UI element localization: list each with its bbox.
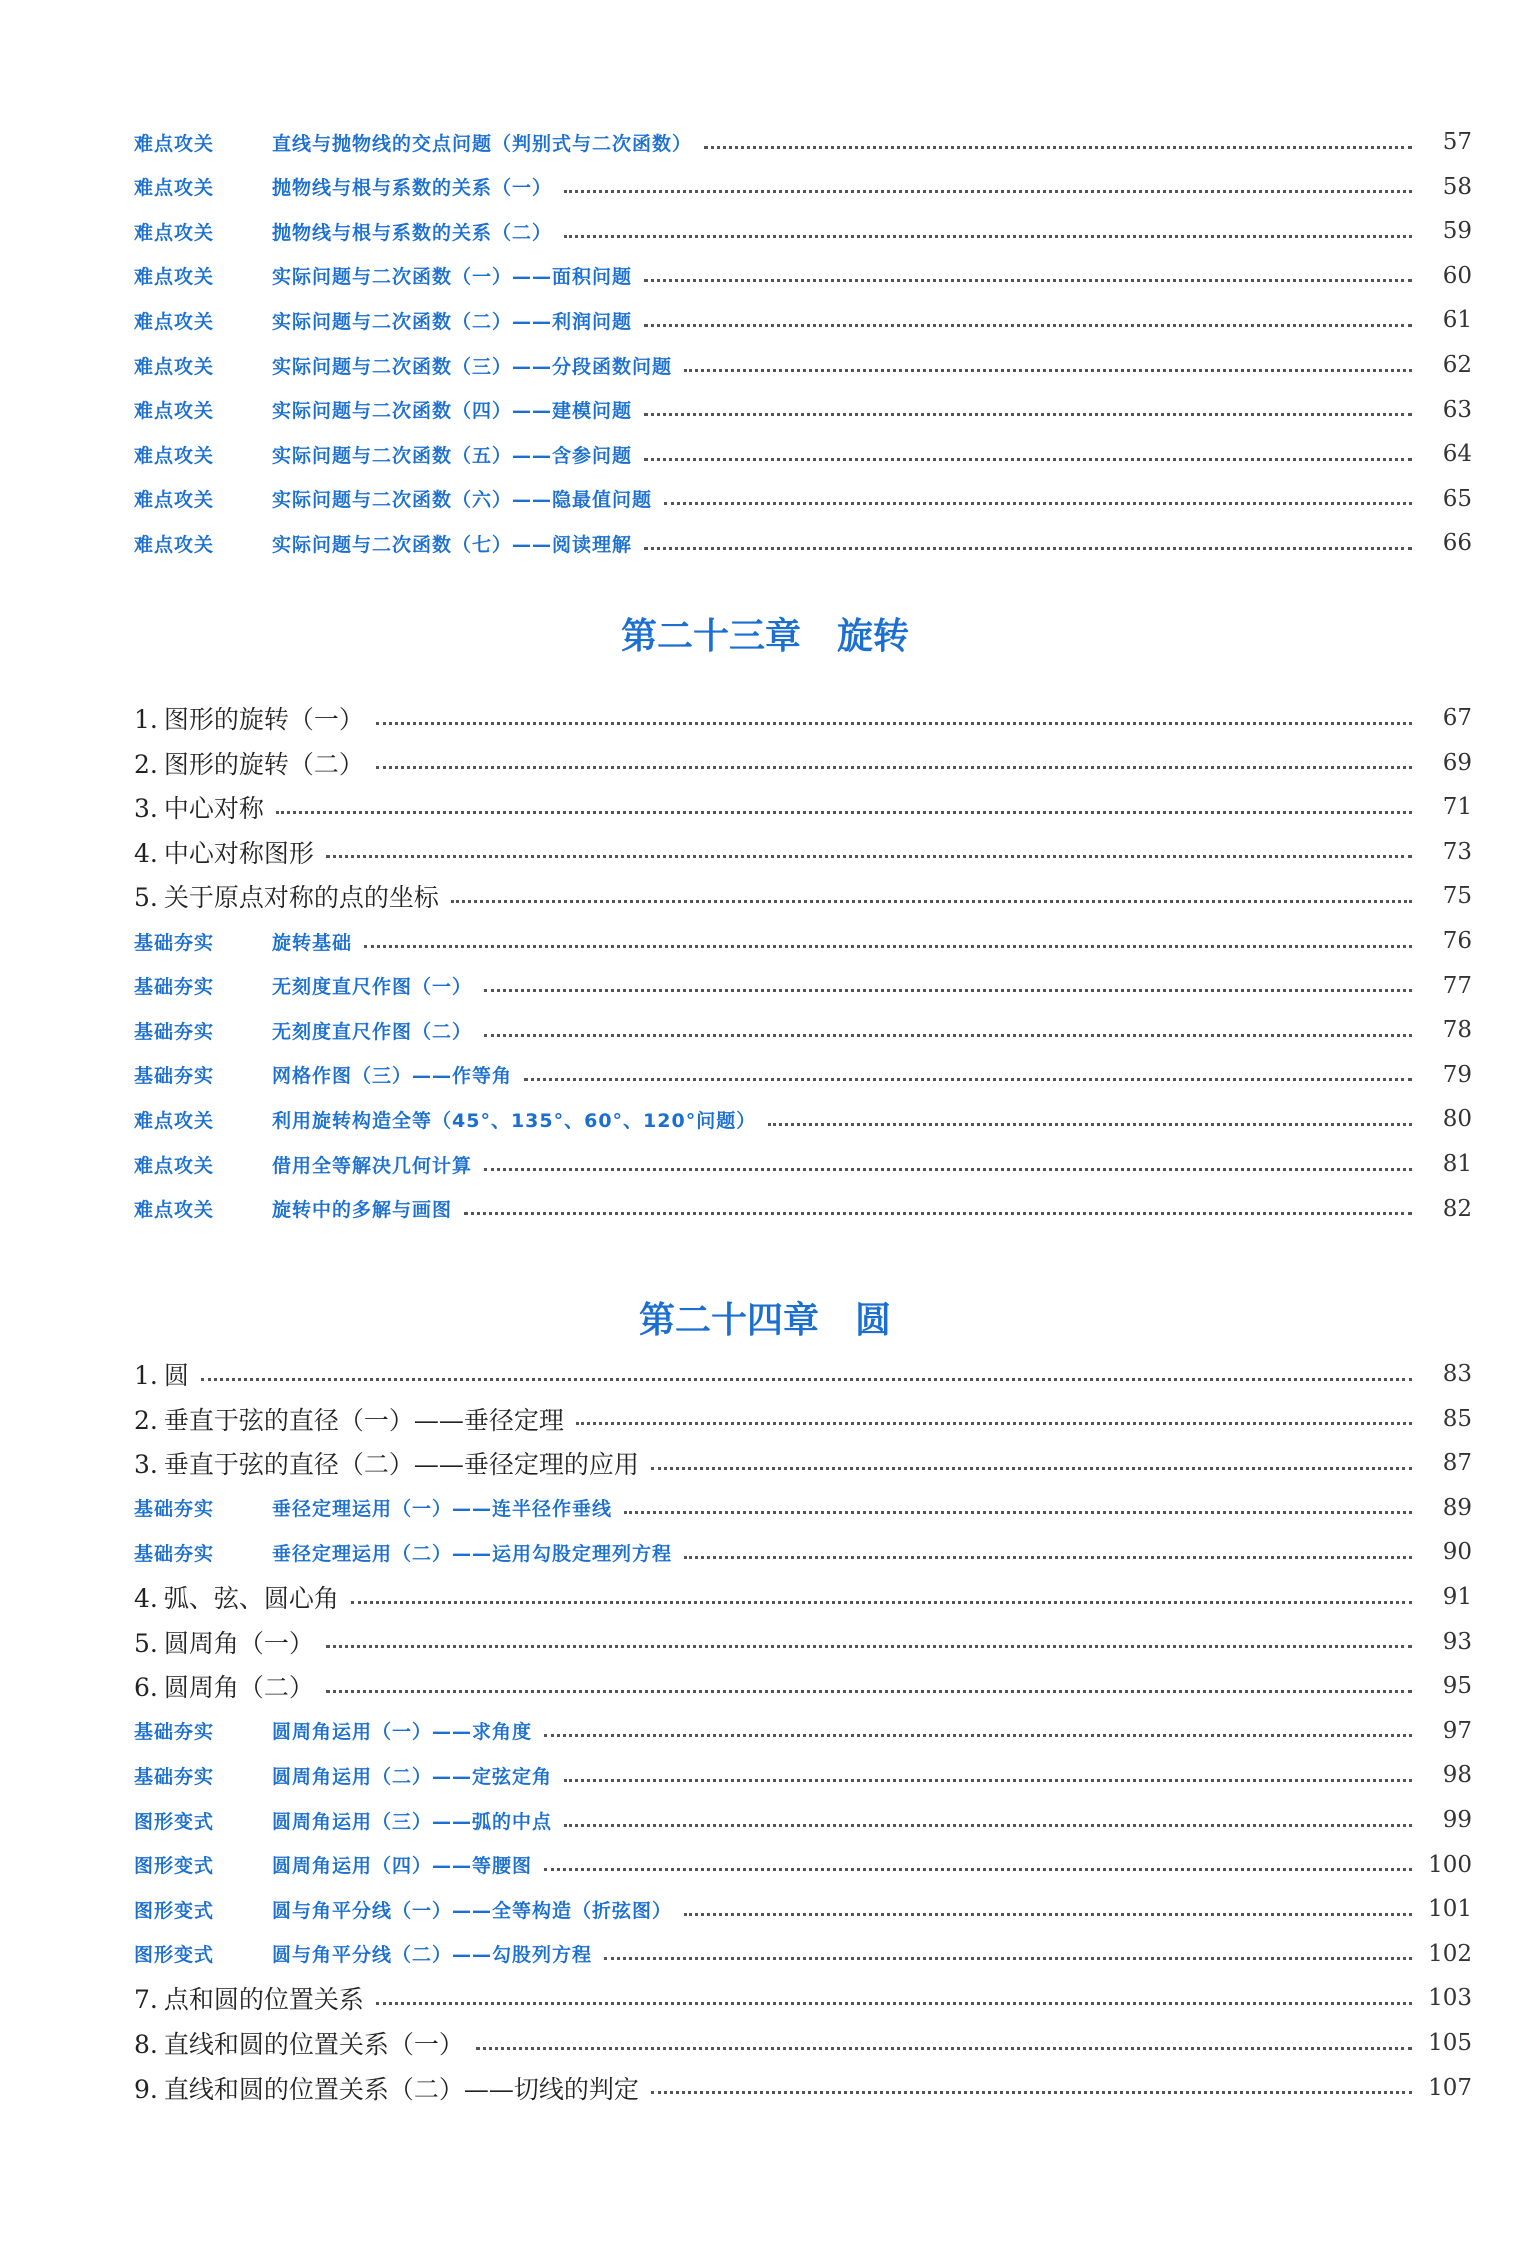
entry-title: 圆周角（二）: [163, 1673, 314, 1703]
entry-title: 实际问题与二次函数（四）——建模问题: [272, 400, 633, 423]
entry-title: 弧、弦、圆心角: [163, 1584, 339, 1613]
entry-number: 7.: [134, 1985, 158, 2015]
dot-leader: [351, 1601, 1412, 1604]
entry-number: 2.: [134, 749, 158, 779]
dot-leader: [484, 1034, 1412, 1037]
entry-page-number: 75: [1442, 883, 1472, 910]
entry-title-group: [134, 789, 264, 825]
entry-title-group: [134, 1579, 339, 1615]
dot-leader: [326, 1690, 1412, 1693]
entry-page-number: 62: [1442, 352, 1472, 378]
entry-title: 实际问题与二次函数（五）——含参问题: [272, 444, 633, 467]
entry-title: 垂径定理运用（二）——运用勾股定理列方程: [272, 1542, 673, 1565]
entry-title: 利用旋转构造全等（45°、135°、60°、120°问题）: [272, 1109, 757, 1132]
entry-page-number: 97: [1442, 1717, 1472, 1744]
entry-title: 圆周角运用（一）——求角度: [272, 1721, 533, 1744]
entry-title: 中心对称: [163, 794, 264, 824]
entry-page-number: 89: [1442, 1494, 1472, 1521]
dot-leader: [651, 2091, 1412, 2094]
toc-entry[interactable]: [134, 1486, 1472, 1530]
dot-leader: [576, 1422, 1412, 1425]
entry-category-tag: 图形变式: [134, 1899, 215, 1922]
entry-page-number: 80: [1442, 1106, 1472, 1133]
dot-leader: [476, 2047, 1412, 2050]
dot-leader: [644, 547, 1412, 550]
toc-entry[interactable]: [134, 254, 1472, 298]
entry-category-tag: 难点攻关: [134, 266, 215, 289]
entry-page-number: 58: [1442, 173, 1472, 200]
entry-title-group: [134, 1401, 564, 1437]
entry-page-number: 87: [1442, 1450, 1472, 1477]
entry-page-number: 90: [1442, 1539, 1472, 1566]
entry-title: 圆与角平分线（一）——全等构造（折弦图）: [272, 1899, 673, 1922]
entry-title: 直线与抛物线的交点问题（判别式与二次函数）: [272, 132, 693, 155]
toc-entry[interactable]: [134, 1053, 1472, 1097]
entry-category-tag: 难点攻关: [134, 1199, 215, 1222]
toc-entry[interactable]: [134, 1709, 1472, 1753]
entry-title-group: [134, 1017, 472, 1044]
entry-page-number: 103: [1428, 1985, 1472, 2012]
entry-number: 3.: [134, 1450, 158, 1480]
dot-leader: [484, 1168, 1412, 1171]
chapter-name: 圆: [855, 1300, 892, 1341]
entry-category-tag: 难点攻关: [134, 489, 215, 512]
entry-page-number: 99: [1442, 1807, 1472, 1833]
entry-page-number: 65: [1442, 485, 1472, 512]
entry-number: 6.: [134, 1673, 158, 1703]
entry-number: 4.: [134, 1584, 158, 1613]
entry-title: 圆周角（一）: [163, 1628, 314, 1658]
entry-category-tag: 基础夯实: [134, 931, 215, 954]
entry-number: 2.: [134, 1405, 158, 1435]
entry-title-group: [134, 1717, 532, 1744]
entry-page-number: 95: [1442, 1673, 1472, 1700]
dot-leader: [768, 1123, 1412, 1126]
entry-title-group: [134, 530, 632, 557]
entry-title: 直线和圆的位置关系（一）: [163, 2030, 464, 2059]
entry-page-number: 57: [1442, 129, 1472, 155]
entry-title-group: [134, 173, 552, 200]
entry-title-group: [134, 262, 632, 289]
dot-leader: [564, 1779, 1412, 1782]
toc-entry[interactable]: [134, 1352, 1472, 1396]
dot-leader: [624, 1511, 1412, 1514]
entry-number: 3.: [134, 794, 158, 824]
entry-category-tag: 难点攻关: [134, 533, 215, 556]
dot-leader: [604, 1957, 1412, 1960]
dot-leader: [644, 458, 1412, 461]
toc-entry[interactable]: [134, 1575, 1472, 1619]
entry-title-group: [134, 441, 632, 468]
entry-title-group: [134, 307, 632, 334]
toc-entry[interactable]: [134, 343, 1472, 387]
chapter-heading: [0, 608, 1530, 659]
entry-title-group: [134, 129, 692, 156]
dot-leader: [484, 989, 1412, 992]
dot-leader: [376, 722, 1412, 725]
toc-entry[interactable]: [134, 874, 1472, 918]
entry-category-tag: 基础夯实: [134, 1721, 215, 1744]
toc-entry[interactable]: [134, 1620, 1472, 1664]
entry-page-number: 85: [1442, 1405, 1472, 1432]
entry-title-group: [134, 1151, 472, 1178]
dot-leader: [684, 1913, 1412, 1916]
entry-title-group: [134, 1980, 364, 2016]
toc-entry[interactable]: [134, 741, 1472, 785]
toc-entry[interactable]: [134, 477, 1472, 521]
toc-entry[interactable]: [134, 298, 1472, 342]
entry-page-number: 107: [1428, 2074, 1472, 2101]
entry-title-group: [134, 1668, 314, 1704]
entry-title: 圆周角运用（三）——弧的中点: [272, 1810, 553, 1833]
toc-entry[interactable]: [134, 1664, 1472, 1708]
entry-title: 圆与角平分线（二）——勾股列方程: [272, 1944, 593, 1967]
chapter-heading: [0, 1292, 1530, 1343]
chapter-number: 第二十三章: [620, 616, 801, 657]
dot-leader: [684, 1556, 1412, 1559]
entry-title: 垂直于弦的直径（一）——垂径定理: [163, 1405, 564, 1435]
entry-page-number: 77: [1442, 972, 1472, 999]
dot-leader: [644, 279, 1412, 282]
entry-title: 圆: [163, 1361, 189, 1390]
dot-leader: [704, 146, 1412, 149]
entry-title: 旋转基础: [272, 931, 353, 954]
entry-page-number: 100: [1428, 1851, 1472, 1878]
entry-page-number: 79: [1442, 1061, 1472, 1088]
entry-page-number: 71: [1442, 794, 1472, 821]
entry-title-group: [134, 1106, 756, 1133]
entry-title: 无刻度直尺作图（一）: [272, 976, 473, 999]
entry-page-number: 83: [1442, 1361, 1472, 1387]
entry-number: 8.: [134, 2030, 158, 2059]
entry-title: 实际问题与二次函数（七）——阅读理解: [272, 533, 633, 556]
chapter-name: 旋转: [837, 616, 910, 657]
entry-category-tag: 基础夯实: [134, 1765, 215, 1788]
entry-title: 垂径定理运用（一）——连半径作垂线: [272, 1498, 613, 1521]
toc-entry[interactable]: [134, 1887, 1472, 1931]
entry-category-tag: 难点攻关: [134, 355, 215, 378]
dot-leader: [664, 502, 1412, 505]
entry-title: 抛物线与根与系数的关系（二）: [272, 221, 553, 244]
entry-page-number: 98: [1442, 1762, 1472, 1789]
entry-title-group: [134, 1851, 532, 1878]
entry-title: 中心对称图形: [163, 838, 314, 868]
dot-leader: [376, 2002, 1412, 2005]
entry-category-tag: 基础夯实: [134, 1020, 215, 1043]
entry-category-tag: 难点攻关: [134, 400, 215, 423]
entry-title-group: [134, 396, 632, 423]
dot-leader: [651, 1467, 1412, 1470]
entry-title-group: [134, 700, 364, 736]
entry-title: 直线和圆的位置关系（二）——切线的判定: [163, 2074, 639, 2104]
toc-entry[interactable]: [134, 2021, 1472, 2065]
entry-title-group: [134, 1445, 639, 1481]
entry-title-group: [134, 218, 552, 245]
entry-page-number: 76: [1442, 928, 1472, 954]
toc-entry[interactable]: [134, 209, 1472, 253]
entry-title-group: [134, 1539, 672, 1566]
entry-title: 实际问题与二次函数（二）——利润问题: [272, 310, 633, 333]
toc-entry[interactable]: [134, 830, 1472, 874]
entry-title-group: [134, 928, 352, 955]
chapter-number: 第二十四章: [638, 1300, 819, 1341]
entry-title-group: [134, 972, 472, 999]
entry-title-group: [134, 485, 652, 512]
entry-category-tag: 基础夯实: [134, 1542, 215, 1565]
toc-entry[interactable]: [134, 785, 1472, 829]
entry-title-group: [134, 1494, 612, 1521]
toc-entry[interactable]: [134, 2066, 1472, 2110]
entry-number: 4.: [134, 838, 158, 868]
dot-leader: [564, 235, 1412, 238]
entry-title: 实际问题与二次函数（三）——分段函数问题: [272, 355, 673, 378]
dot-leader: [544, 1868, 1412, 1871]
entry-category-tag: 难点攻关: [134, 1109, 215, 1132]
toc-entry[interactable]: [134, 1097, 1472, 1141]
dot-leader: [464, 1212, 1412, 1215]
entry-number: 5.: [134, 883, 158, 913]
entry-page-number: 78: [1442, 1017, 1472, 1044]
entry-title: 实际问题与二次函数（一）——面积问题: [272, 266, 633, 289]
entry-category-tag: 难点攻关: [134, 221, 215, 244]
toc-entry[interactable]: [134, 1008, 1472, 1052]
entry-category-tag: 图形变式: [134, 1855, 215, 1878]
toc-entry[interactable]: [134, 432, 1472, 476]
toc-entry[interactable]: [134, 120, 1472, 164]
dot-leader: [524, 1078, 1412, 1081]
entry-category-tag: 图形变式: [134, 1810, 215, 1833]
toc-entry[interactable]: [134, 1187, 1472, 1231]
entry-page-number: 59: [1442, 218, 1472, 245]
entry-title: 无刻度直尺作图（二）: [272, 1020, 473, 1043]
dot-leader: [276, 811, 1412, 814]
dot-leader: [364, 945, 1412, 948]
entry-title-group: [134, 878, 439, 914]
entry-title-group: [134, 1624, 314, 1660]
entry-number: 1.: [134, 705, 158, 734]
entry-title: 抛物线与根与系数的关系（一）: [272, 177, 553, 200]
entry-title: 实际问题与二次函数（六）——隐最值问题: [272, 489, 653, 512]
toc-entry[interactable]: [134, 1397, 1472, 1441]
entry-category-tag: 基础夯实: [134, 976, 215, 999]
entry-category-tag: 基础夯实: [134, 1498, 215, 1521]
entry-title: 借用全等解决几何计算: [272, 1154, 473, 1177]
dot-leader: [201, 1378, 1412, 1381]
entry-title: 圆周角运用（二）——定弦定角: [272, 1765, 553, 1788]
entry-page-number: 66: [1442, 530, 1472, 557]
entry-category-tag: 难点攻关: [134, 1154, 215, 1177]
entry-page-number: 73: [1442, 838, 1472, 865]
dot-leader: [326, 1645, 1412, 1648]
entry-number: 1.: [134, 1361, 158, 1390]
dot-leader: [376, 766, 1412, 769]
dot-leader: [564, 1824, 1412, 1827]
entry-title-group: [134, 1807, 552, 1834]
dot-leader: [544, 1734, 1412, 1737]
toc-entry[interactable]: [134, 388, 1472, 432]
entry-page-number: 81: [1442, 1151, 1472, 1177]
entry-title-group: [134, 2025, 464, 2061]
entry-title-group: [134, 745, 364, 781]
dot-leader: [684, 369, 1412, 372]
entry-page-number: 61: [1442, 307, 1472, 334]
toc-entry[interactable]: [134, 1843, 1472, 1887]
toc-entry[interactable]: [134, 1798, 1472, 1842]
entry-page-number: 63: [1442, 396, 1472, 423]
entry-title-group: [134, 834, 314, 870]
entry-category-tag: 难点攻关: [134, 177, 215, 200]
toc-entry[interactable]: [134, 1753, 1472, 1797]
entry-title: 垂直于弦的直径（二）——垂径定理的应用: [163, 1450, 639, 1480]
dot-leader: [644, 324, 1412, 327]
toc-entry[interactable]: [134, 1142, 1472, 1186]
entry-title-group: [134, 1195, 452, 1222]
entry-page-number: 69: [1442, 749, 1472, 776]
toc-entry[interactable]: [134, 964, 1472, 1008]
entry-title: 圆周角运用（四）——等腰图: [272, 1855, 533, 1878]
toc-entry[interactable]: [134, 919, 1472, 963]
toc-entry[interactable]: [134, 521, 1472, 565]
entry-title-group: [134, 352, 672, 379]
entry-title: 旋转中的多解与画图: [272, 1199, 453, 1222]
entry-number: 9.: [134, 2074, 158, 2104]
entry-category-tag: 难点攻关: [134, 310, 215, 333]
dot-leader: [564, 190, 1412, 193]
entry-title-group: [134, 2070, 639, 2106]
entry-category-tag: 难点攻关: [134, 444, 215, 467]
entry-page-number: 91: [1442, 1584, 1472, 1610]
entry-page-number: 64: [1442, 441, 1472, 468]
toc-entry[interactable]: [134, 696, 1472, 740]
entry-category-tag: 图形变式: [134, 1944, 215, 1967]
dot-leader: [644, 413, 1412, 416]
entry-title: 点和圆的位置关系: [163, 1985, 364, 2015]
entry-title: 网格作图（三）——作等角: [272, 1065, 513, 1088]
entry-category-tag: 基础夯实: [134, 1065, 215, 1088]
toc-entry[interactable]: [134, 1530, 1472, 1574]
dot-leader: [326, 855, 1412, 858]
entry-title-group: [134, 1762, 552, 1789]
entry-category-tag: 难点攻关: [134, 132, 215, 155]
entry-number: 5.: [134, 1628, 158, 1658]
entry-title-group: [134, 1356, 189, 1392]
entry-page-number: 93: [1442, 1628, 1472, 1655]
entry-page-number: 82: [1442, 1195, 1472, 1222]
entry-page-number: 101: [1428, 1896, 1472, 1923]
entry-page-number: 105: [1428, 2030, 1472, 2056]
toc-entry[interactable]: [134, 1976, 1472, 2020]
entry-page-number: 102: [1428, 1940, 1472, 1967]
entry-title-group: [134, 1940, 592, 1967]
toc-entry[interactable]: [134, 1932, 1472, 1976]
entry-title: 图形的旋转（一）: [163, 705, 364, 734]
toc-entry[interactable]: [134, 1441, 1472, 1485]
entry-title-group: [134, 1061, 512, 1088]
toc-entry[interactable]: [134, 165, 1472, 209]
entry-page-number: 60: [1442, 262, 1472, 289]
entry-title: 关于原点对称的点的坐标: [163, 883, 439, 913]
entry-title-group: [134, 1896, 672, 1923]
entry-title: 图形的旋转（二）: [163, 749, 364, 779]
entry-page-number: 67: [1442, 705, 1472, 731]
dot-leader: [451, 900, 1412, 903]
